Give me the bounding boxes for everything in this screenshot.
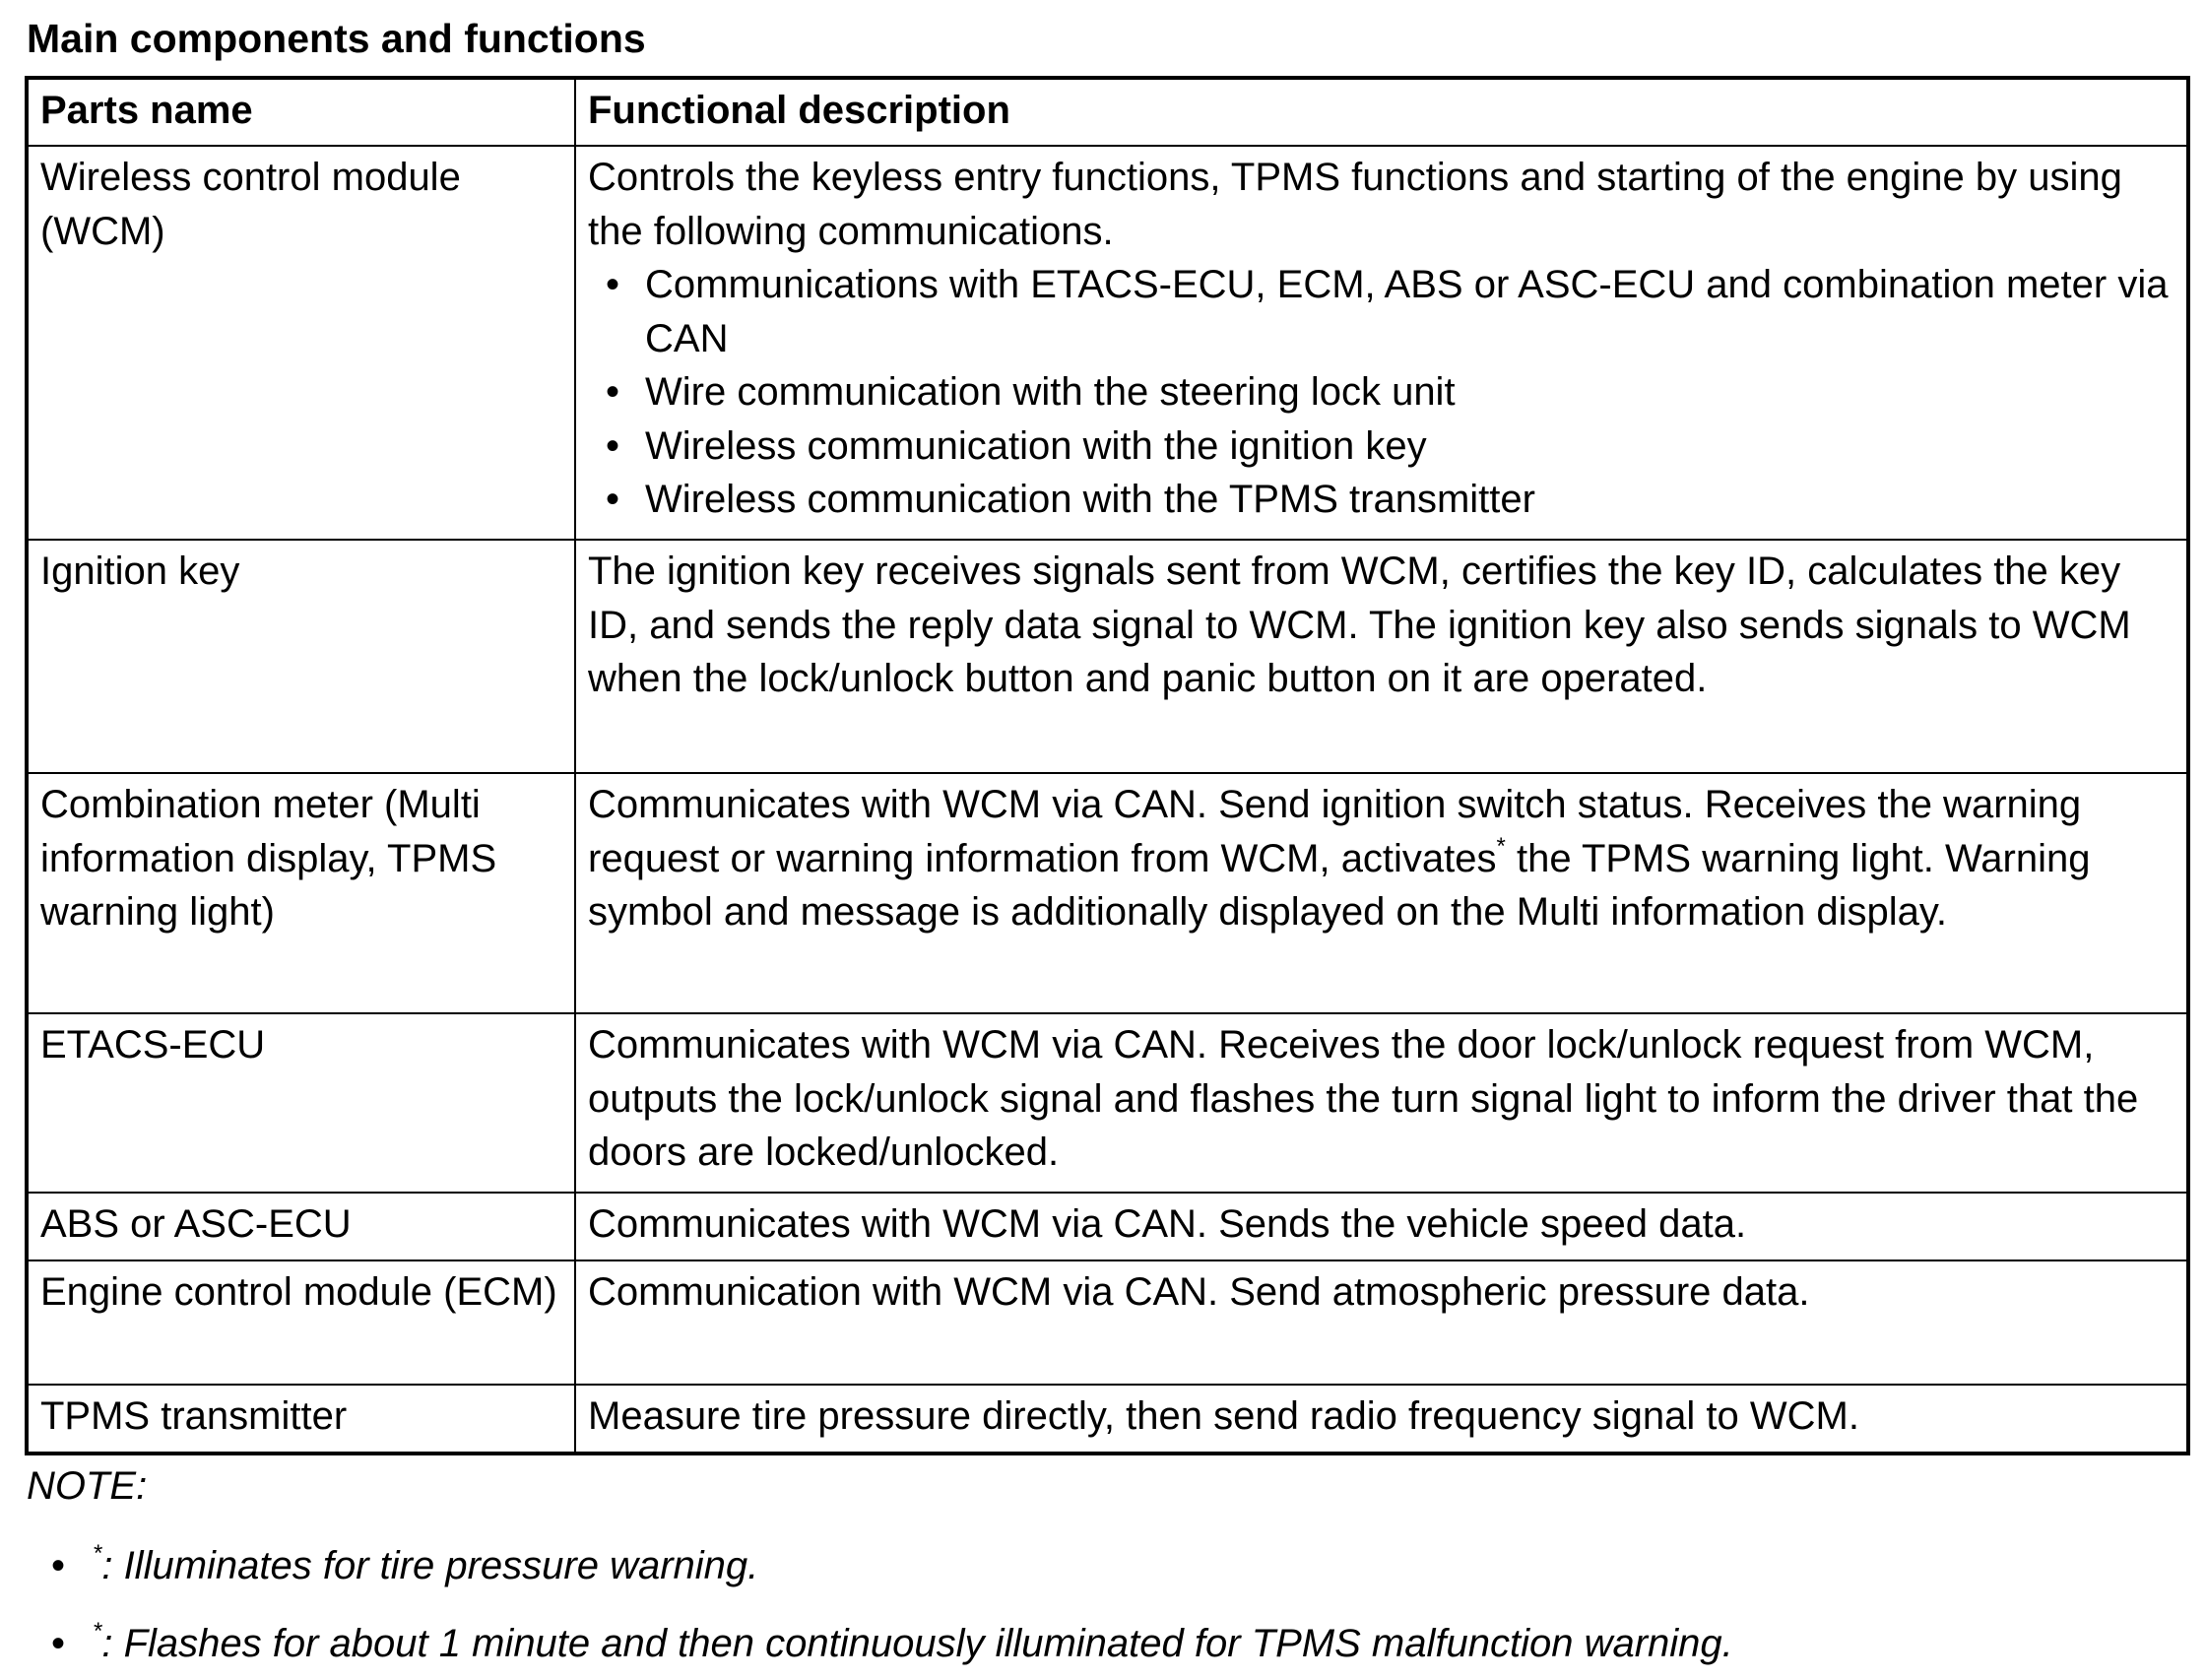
part-name: Combination meter (Multi information display, TPMS warning light) [27,773,575,1013]
table-row [27,1260,2188,1385]
table-row [27,146,2188,540]
description-text: the TPMS warning light. Warning symbol and message is additionally displayed on the Multi information display. [588,836,2091,934]
bullet-icon: • [606,370,620,414]
list-item [588,258,2174,365]
list-item-text: Wireless communication with the TPMS transmitter [645,478,1535,521]
footnote-mark: * [93,1618,102,1645]
table-row [27,1385,2188,1454]
part-description: The ignition key receives signals sent from WCM, certifies the key ID, calculates the key ID, and sends the reply data signal to WCM. The ignition key also sends signals to WCM when the lock/unlock button and panic button on it are operated. [575,540,2188,773]
part-name: Ignition key [27,540,575,773]
description-text: Communicates with WCM via CAN. Send ignition switch status. Receives the warning request or warning information from WCM, activates [588,783,2082,880]
note-item [51,1539,758,1592]
part-description: Measure tire pressure directly, then send radio frequency signal to WCM. [575,1385,2188,1454]
bullet-icon: • [606,478,620,521]
note-item [51,1617,1733,1670]
part-description: Communicates with WCM via CAN. Sends the vehicle speed data. [575,1193,2188,1260]
part-name: Engine control module (ECM) [27,1260,575,1385]
section-title: Main components and functions [27,16,646,61]
communication-list [588,258,2174,527]
bullet-icon: • [606,423,620,468]
description-text: Controls the keyless entry functions, TPMS functions and starting of the engine by using the following communications. [588,156,2122,253]
note-text: : Flashes for about 1 minute and then continuously illuminated for TPMS malfunction warning. [101,1622,1733,1665]
list-item [588,365,2174,420]
note-text: : Illuminates for tire pressure warning. [101,1544,759,1587]
part-description [575,773,2188,1013]
note-label: NOTE: [27,1464,148,1508]
part-name: ABS or ASC-ECU [27,1193,575,1260]
header-functional-description: Functional description [575,78,2188,146]
table-header-row [27,78,2188,146]
table-row [27,540,2188,773]
bullet-icon: • [51,1544,66,1587]
table-row [27,1013,2188,1193]
part-description: Communication with WCM via CAN. Send atmospheric pressure data. [575,1260,2188,1385]
bullet-icon: • [51,1622,66,1665]
footnote-mark: * [93,1540,102,1567]
part-description [575,146,2188,540]
table-row [27,773,2188,1013]
part-name: TPMS transmitter [27,1385,575,1454]
footnote-mark: * [1496,832,1506,860]
list-item [588,420,2174,474]
bullet-icon: • [606,263,620,306]
list-item [588,473,2174,527]
table-row [27,1193,2188,1260]
header-parts-name: Parts name [27,78,575,146]
part-description: Communicates with WCM via CAN. Receives the door lock/unlock request from WCM, outputs the lock/unlock signal and flashes the turn signal light to inform the driver that the doors are locked/unlocked. [575,1013,2188,1193]
part-name: Wireless control module (WCM) [27,146,575,540]
part-name: ETACS-ECU [27,1013,575,1193]
list-item-text: Communications with ETACS-ECU, ECM, ABS or ASC-ECU and combination meter via CAN [645,263,2169,360]
list-item-text: Wire communication with the steering lock unit [645,370,1456,414]
list-item-text: Wireless communication with the ignition key [645,423,1427,468]
components-table [25,76,2190,1455]
